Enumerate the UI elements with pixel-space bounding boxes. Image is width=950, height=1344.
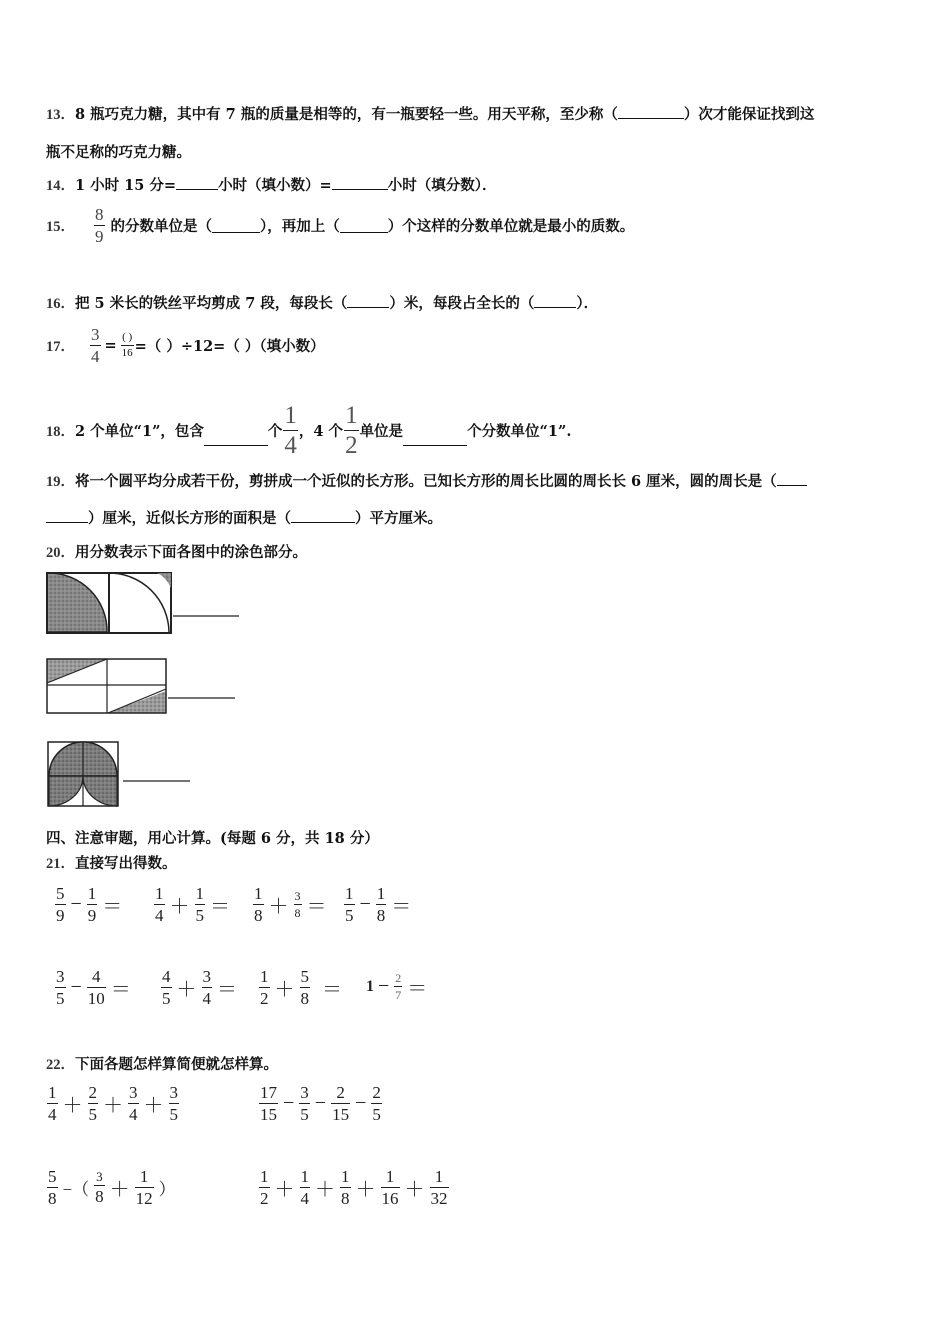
figure-quarter-circles [46, 572, 246, 636]
answer-blank[interactable] [212, 218, 260, 233]
question-13: 13．8 瓶巧克力糖，其中有 7 瓶的质量是相等的，有一瓶要轻一些。用天平称，至少称（ ）次才能保证找到这 [46, 106, 815, 123]
answer-blank[interactable] [204, 431, 268, 446]
answer-blank[interactable] [332, 175, 388, 190]
question-19: 19．将一个圆平均分成若干份，剪拼成一个近似的长方形。已知长方形的周长比圆的周长长 6 厘米，圆的周长是（ [46, 470, 807, 491]
question-13-line2: 瓶不足称的巧克力糖。 [46, 144, 191, 161]
answer-blank[interactable] [403, 431, 467, 446]
fraction-blank: $\frac{( )}{16}$ [121, 331, 133, 359]
question-17: 17． $\frac{3}{4}$ = $\frac{( )}{16}$ =（ ）÷12=（ ）（填小数） [46, 325, 325, 366]
calc-item: $\frac{1}{2}$ ＋ $\frac{5}{8}$ ＝ [260, 967, 342, 1008]
calc-item: 1 − $\frac{2}{7}$ ＝ [366, 971, 428, 1002]
calc-expression: $\frac{5}{8}$ −（ $\frac{3}{8}$ ＋ $\frac{1}{12}$ ） [48, 1167, 176, 1208]
fraction: $\frac{3}{4}$ [91, 325, 100, 366]
fraction: $\frac{8}{9}$ [95, 205, 104, 246]
calc-item: $\frac{4}{5}$ ＋ $\frac{3}{4}$ ＝ [162, 967, 237, 1008]
fraction: $\frac{1}{4}$ [284, 402, 297, 459]
calc-expression: $\frac{1}{4}$ ＋ $\frac{2}{5}$ ＋ $\frac{3}{4}$ ＋ $\frac{3}{5}$ [48, 1083, 178, 1124]
question-14: 14．1 小时 15 分= 小时（填小数）= 小时（填分数）． [46, 177, 497, 194]
question-16: 16．把 5 米长的铁丝平均剪成 7 段，每段长（ ）米，每段占全长的（ ）． [46, 295, 599, 312]
calc-expression: $\frac{1}{2}$ ＋ $\frac{1}{4}$ ＋ $\frac{1}{8}$ ＋ $\frac{1}{16}$ ＋ $\frac{1}{32}$ [260, 1167, 448, 1208]
figure-circle-in-square [46, 740, 206, 810]
calc-item: $\frac{1}{4}$ ＋ $\frac{1}{5}$ ＝ [155, 884, 230, 925]
section-heading: 四、注意审题，用心计算。(每题 6 分，共 18 分） [46, 830, 379, 847]
question-21: 21．直接写出得数。 [46, 855, 177, 872]
question-18: 18． 2 个单位“1”，包含 个 $\frac{1}{4}$ ，4 个 $\frac{1}{2}$ 单位是 个分数单位“1”. [46, 402, 572, 459]
calc-item: $\frac{1}{5}$ − $\frac{1}{8}$ ＝ [345, 884, 412, 925]
answer-blank[interactable] [176, 175, 218, 190]
question-22: 22．下面各题怎样算简便就怎样算。 [46, 1056, 278, 1073]
question-15: 15． $\frac{8}{9}$ 的分数单位是（ ），再加上（ ）个这样的分数单位就是最小的质数。 [46, 205, 635, 246]
answer-blank[interactable] [534, 293, 576, 308]
figure-rectangle-triangles [46, 657, 246, 717]
question-19-line2: ）厘米，近似长方形的面积是（ ）平方厘米。 [46, 507, 442, 528]
calc-item: $\frac{5}{9}$ − $\frac{1}{9}$ ＝ [56, 884, 123, 925]
answer-blank[interactable] [347, 293, 389, 308]
answer-blank[interactable] [340, 218, 388, 233]
fraction: $\frac{1}{2}$ [345, 402, 358, 459]
calc-expression: $\frac{17}{15}$ − $\frac{3}{5}$ − $\frac{2}{15}$ − $\frac{2}{5}$ [260, 1083, 381, 1124]
answer-blank[interactable] [46, 508, 88, 523]
answer-blank[interactable] [777, 471, 807, 486]
calc-item: $\frac{1}{8}$ ＋ $\frac{3}{8}$ ＝ [254, 884, 327, 925]
answer-blank[interactable] [291, 508, 355, 523]
calc-item: $\frac{3}{5}$ − $\frac{4}{10}$ ＝ [56, 967, 131, 1008]
question-20: 20．用分数表示下面各图中的涂色部分。 [46, 544, 307, 561]
answer-blank[interactable] [618, 104, 684, 119]
